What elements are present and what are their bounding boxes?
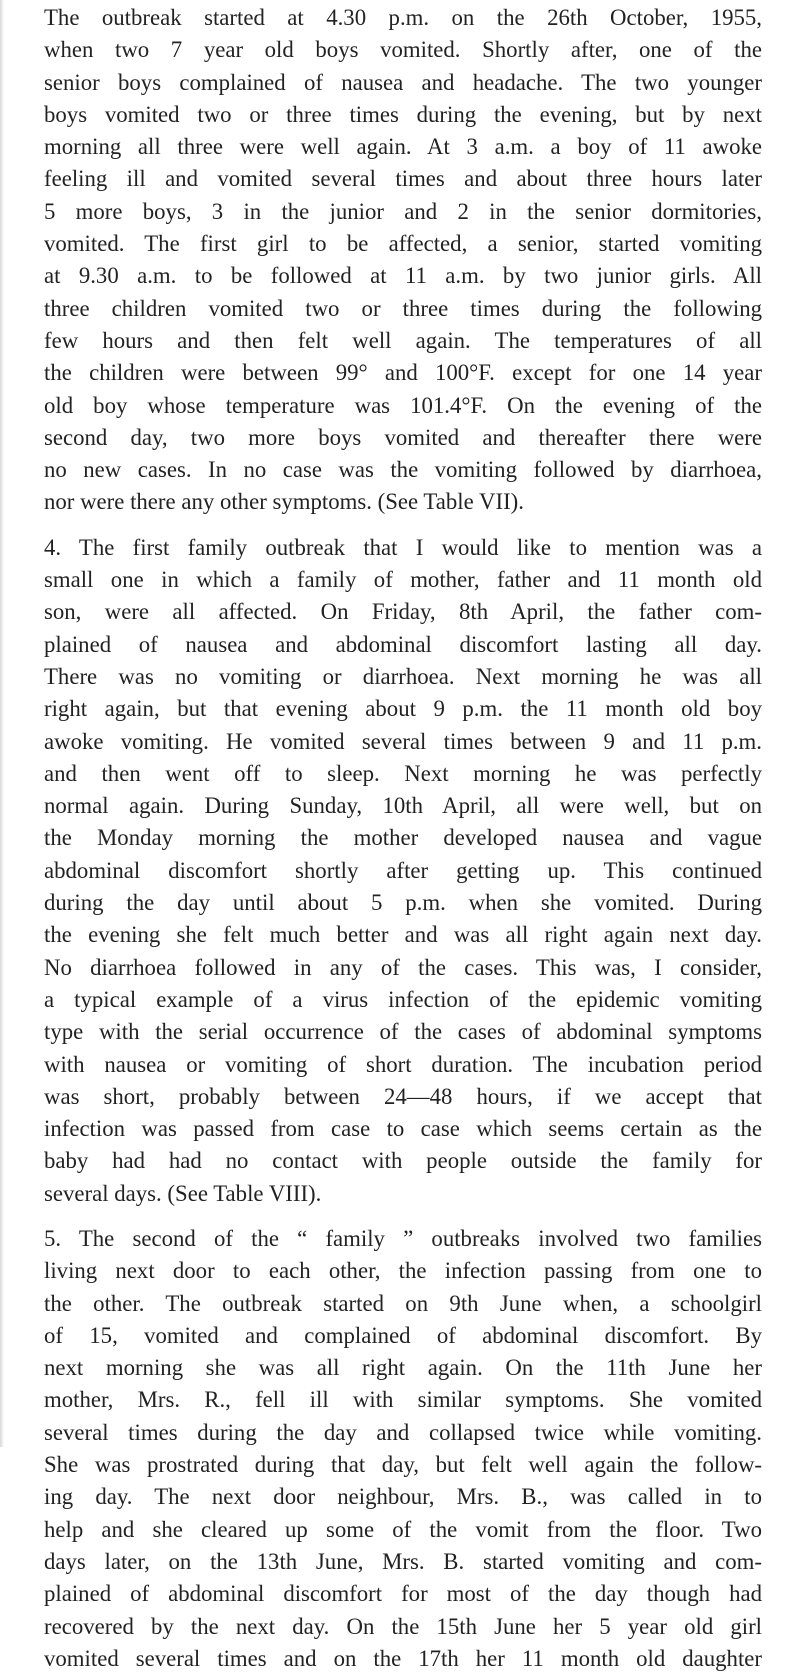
- paragraph-family-outbreak-5: [44, 1223, 762, 1675]
- text-line: several days. (See Table VIII).: [44, 1180, 322, 1206]
- text-line: living next door to each other, the infection passing from one to: [44, 1258, 762, 1284]
- text-line: few hours and then felt well again. The temperatures of all: [44, 327, 762, 353]
- text-line: vomited. The first girl to be affected, a senior, started vomiting: [44, 231, 762, 257]
- text-line: days later, on the 13th June, Mrs. B. started vomiting and com-: [44, 1548, 762, 1574]
- text-line: The outbreak started at 4.30 p.m. on the 26th October, 1955,: [44, 5, 762, 30]
- text-line: next morning she was all right again. On the 11th June her: [44, 1355, 762, 1381]
- text-line: 5 more boys, 3 in the junior and 2 in the senior dormitories,: [44, 198, 762, 224]
- text-line: She was prostrated during that day, but felt well again the follow-: [44, 1452, 762, 1478]
- text-line: of 15, vomited and complained of abdominal discomfort. By: [44, 1322, 762, 1348]
- text-line: 4. The first family outbreak that I would like to mention was a: [44, 534, 762, 560]
- text-line: several times during the day and collapsed twice while vomiting.: [44, 1419, 762, 1445]
- text-line: abdominal discomfort shortly after getting up. This continued: [44, 857, 762, 883]
- text-line: the Monday morning the mother developed nausea and vague: [44, 825, 762, 851]
- text-line: boys vomited two or three times during the evening, but by next: [44, 101, 762, 127]
- text-line: mother, Mrs. R., fell ill with similar symptoms. She vomited: [44, 1387, 762, 1413]
- text-line: recovered by the next day. On the 15th June her 5 year old girl: [44, 1613, 762, 1639]
- text-line: son, were all affected. On Friday, 8th April, the father com-: [44, 599, 762, 625]
- text-line: vomited several times and on the 17th her 11 month old daughter: [44, 1645, 762, 1671]
- text-line: help and she cleared up some of the vomit from the floor. Two: [44, 1516, 762, 1542]
- text-line: awoke vomiting. He vomited several times between 9 and 11 p.m.: [44, 728, 762, 754]
- paragraph-family-outbreak-4: [44, 532, 762, 1210]
- text-line: three children vomited two or three times during the following: [44, 295, 762, 321]
- text-line: There was no vomiting or diarrhoea. Next morning he was all: [44, 663, 762, 689]
- paragraph-outbreak-school: [44, 2, 762, 519]
- text-line: morning all three were well again. At 3 a.m. a boy of 11 awoke: [44, 134, 762, 160]
- text-line: the evening she felt much better and was all right again next day.: [44, 922, 762, 948]
- text-line: infection was passed from case to case which seems certain as the: [44, 1116, 762, 1142]
- text-line: at 9.30 a.m. to be followed at 11 a.m. by two junior girls. All: [44, 263, 762, 289]
- text-line: baby had had no contact with people outside the family for: [44, 1148, 762, 1174]
- text-line: the other. The outbreak started on 9th June when, a schoolgirl: [44, 1290, 762, 1316]
- text-line: during the day until about 5 p.m. when she vomited. During: [44, 890, 762, 916]
- text-line: normal again. During Sunday, 10th April, all were well, but on: [44, 793, 762, 819]
- text-line: 5. The second of the “ family ” outbreaks involved two families: [44, 1225, 762, 1251]
- text-line: plained of abdominal discomfort for most of the day though had: [44, 1581, 762, 1607]
- text-line: old boy whose temperature was 101.4°F. On the evening of the: [44, 392, 762, 418]
- text-line: the children were between 99° and 100°F. except for one 14 year: [44, 360, 762, 386]
- text-line: no new cases. In no case was the vomiting followed by diarrhoea,: [44, 457, 762, 483]
- text-line: type with the serial occurrence of the cases of abdominal symptoms: [44, 1019, 762, 1045]
- text-line: with nausea or vomiting of short duration. The incubation period: [44, 1051, 762, 1077]
- text-line: senior boys complained of nausea and headache. The two younger: [44, 69, 762, 95]
- text-line: feeling ill and vomited several times and about three hours later: [44, 166, 762, 192]
- text-line: No diarrhoea followed in any of the cases. This was, I consider,: [44, 954, 762, 980]
- text-line: second day, two more boys vomited and thereafter there were: [44, 424, 762, 450]
- text-line: a typical example of a virus infection of the epidemic vomiting: [44, 986, 762, 1012]
- text-line: ing day. The next door neighbour, Mrs. B., was called in to: [44, 1484, 762, 1510]
- text-line: nor were there any other symptoms. (See Table VII).: [44, 489, 524, 515]
- text-line: small one in which a family of mother, father and 11 month old: [44, 567, 762, 593]
- text-line: was short, probably between 24—48 hours, if we accept that: [44, 1083, 762, 1109]
- text-line: when two 7 year old boys vomited. Shortly after, one of the: [44, 37, 762, 63]
- text-line: plained of nausea and abdominal discomfort lasting all day.: [44, 631, 762, 657]
- text-line: right again, but that evening about 9 p.m. the 11 month old boy: [44, 696, 762, 722]
- text-line: and then went off to sleep. Next morning he was perfectly: [44, 760, 762, 786]
